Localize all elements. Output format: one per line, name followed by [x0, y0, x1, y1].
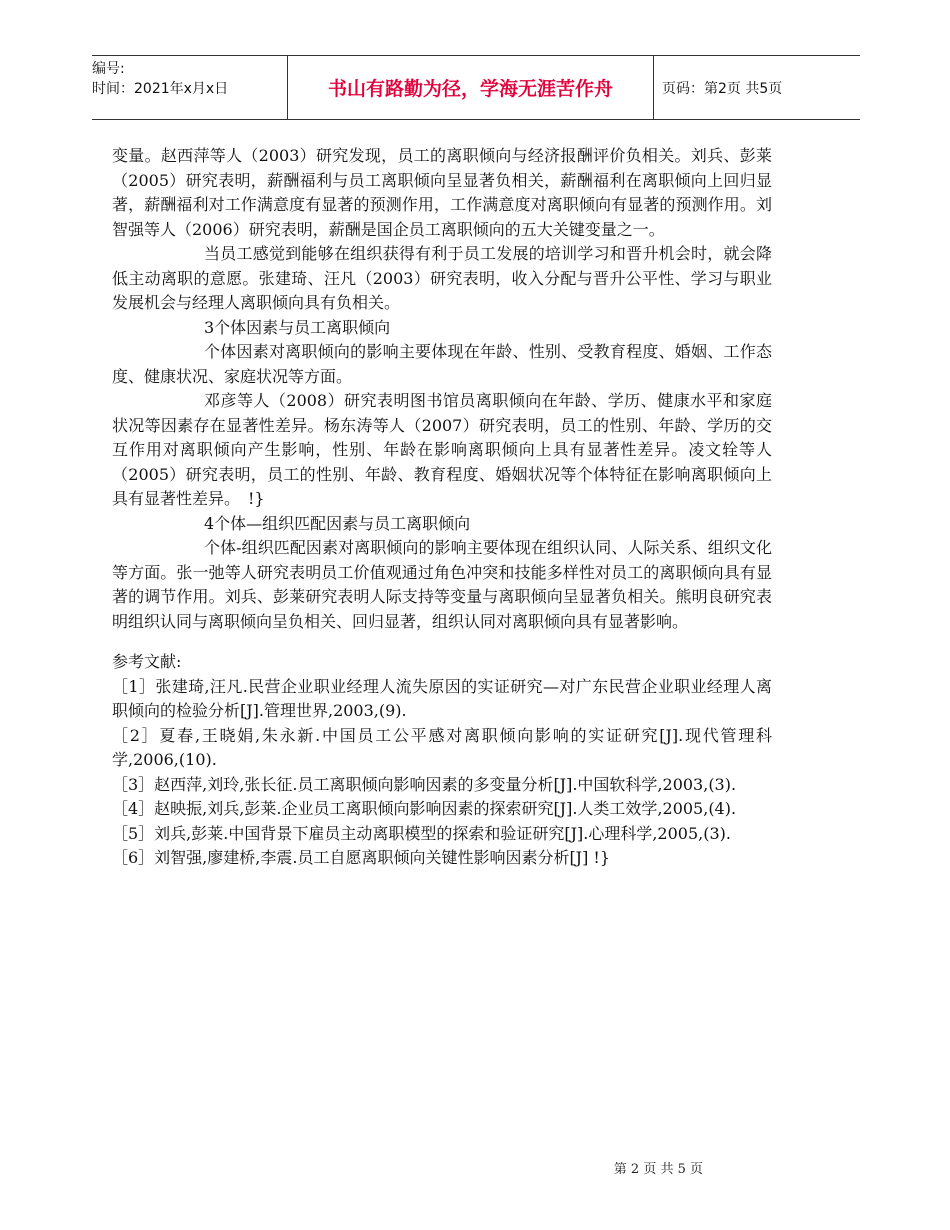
document-time: 时间：2021年x月x日 [92, 81, 229, 97]
paragraph: 变量。赵西萍等人（2003）研究发现，员工的离职倾向与经济报酬评价负相关。刘兵、彭莱（2005）研究表明，薪酬福利与员工离职倾向呈显著负相关，薪酬福利在离职倾向上回归显著，薪酬福利对工作满意度有显著的预测作用，工作满意度对离职倾向有显著的预测作用。刘智强等人（2006）研究表明，薪酬是国企员工离职倾向的五大关键变量之一。 [112, 146, 772, 239]
section-heading: 3个体因素与员工离职倾向 [204, 317, 391, 337]
reference-item: ［3］赵西萍,刘玲,张长征.员工离职倾向影响因素的多变量分析[J].中国软科学,2003,(3). [112, 774, 737, 794]
paragraph: 个体-组织匹配因素对离职倾向的影响主要体现在组织认同、人际关系、组织文化等方面。张一弛等人研究表明员工价值观通过角色冲突和技能多样性对员工的离职倾向具有显著的调节作用。刘兵、彭莱研究表明人际支持等变量与离职倾向呈显著负相关。熊明良研究表明组织认同与离职倾向呈负相关、回归显著，组织认同对离职倾向具有显著影响。 [112, 538, 772, 631]
reference-item: ［4］赵映振,刘兵,彭莱.企业员工离职倾向影响因素的探索研究[J].人类工效学,2005,(4). [112, 799, 737, 818]
document-number-label: 编号: [92, 61, 125, 77]
page-footer: 第 2 页 共 5 页 [613, 1162, 703, 1177]
document-body [112, 144, 772, 871]
paragraph: 当员工感觉到能够在组织获得有利于员工发展的培训学习和晋升机会时，就会降低主动离职的意愿。张建琦、汪凡（2003）研究表明，收入分配与晋升公平性、学习与职业发展机会与经理人离职倾向具有负相关。 [112, 244, 772, 312]
header-meta [92, 56, 287, 119]
reference-item: ［1］张建琦,汪凡.民营企业职业经理人流失原因的实证研究—对广东民营企业职业经理人离职倾向的检验分析[J].管理世界,2003,(9). [112, 676, 772, 720]
reference-item: ［6］刘智强,廖建桥,李震.员工自愿离职倾向关键性影响因素分析[J] !} [112, 848, 611, 867]
reference-item: ［2］夏春,王晓娟,朱永新.中国员工公平感对离职倾向影响的实证研究[J].现代管理科学,2006,(10). [112, 725, 772, 769]
header-motto: 书山有路勤为径，学海无涯苦作舟 [287, 56, 654, 119]
section-heading: 4个体—组织匹配因素与员工离职倾向 [204, 513, 471, 533]
spacer [112, 634, 772, 650]
header-page-info: 页码：第2页 共5页 [662, 80, 783, 97]
reference-item: ［5］刘兵,彭莱.中国背景下雇员主动离职模型的探索和验证研究[J].心理科学,2005,(3). [112, 823, 731, 843]
paragraph: 个体因素对离职倾向的影响主要体现在年龄、性别、受教育程度、婚姻、工作态度、健康状况、家庭状况等方面。 [112, 342, 772, 386]
page-header [92, 55, 860, 120]
paragraph: 邓彦等人（2008）研究表明图书馆员离职倾向在年龄、学历、健康水平和家庭状况等因素存在显著性差异。杨东涛等人（2007）研究表明，员工的性别、年龄、学历的交互作用对离职倾向产生影响，性别、年龄在影响离职倾向上具有显著性差异。凌文辁等人（2005）研究表明，员工的性别、年龄、教育程度、婚姻状况等个体特征在影响离职倾向上具有显著性差异。 !} [112, 391, 772, 508]
references-heading: 参考文献: [112, 652, 182, 671]
